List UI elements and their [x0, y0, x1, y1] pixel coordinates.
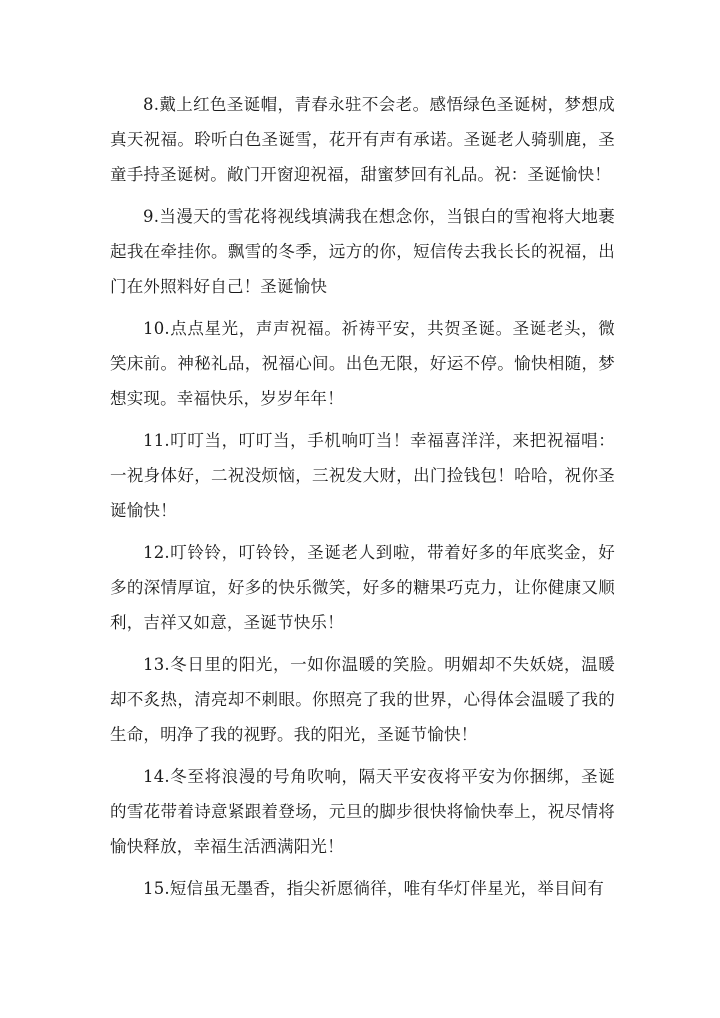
paragraph-10: 10.点点星光，声声祝福。祈祷平安，共贺圣诞。圣诞老头，微笑床前。神秘礼品，祝福心间。出色无限，好运不停。愉快相随，梦想实现。幸福快乐，岁岁年年！ [110, 319, 615, 408]
paragraph-15: 15.短信虽无墨香，指尖祈愿徜徉，唯有华灯伴星光，举目间有 [143, 879, 605, 898]
paragraph-8: 8.戴上红色圣诞帽，青春永驻不会老。感悟绿色圣诞树，梦想成真天祝福。聆听白色圣诞雪，花开有声有承诺。圣诞老人骑驯鹿，圣童手持圣诞树。敞门开窗迎祝福，甜蜜梦回有礼品。祝：圣诞愉快！ [110, 95, 615, 184]
paragraph-14: 14.冬至将浪漫的号角吹响，隔天平安夜将平安为你捆绑，圣诞的雪花带着诗意紧跟着登场，元旦的脚步很快将愉快奉上，祝尽情将愉快释放，幸福生活洒满阳光！ [110, 767, 615, 856]
paragraph-11: 11.叮叮当，叮叮当，手机响叮当！幸福喜洋洋，来把祝福唱：一祝身体好，二祝没烦恼，三祝发大财，出门捡钱包！哈哈，祝你圣诞愉快！ [110, 431, 615, 520]
document-body [110, 87, 615, 913]
paragraph-12: 12.叮铃铃，叮铃铃，圣诞老人到啦，带着好多的年底奖金，好多的深情厚谊，好多的快乐微笑，好多的糖果巧克力，让你健康又顺利，吉祥又如意，圣诞节快乐！ [110, 543, 615, 632]
paragraph-9: 9.当漫天的雪花将视线填满我在想念你，当银白的雪袍将大地裹起我在牵挂你。飘雪的冬季，远方的你，短信传去我长长的祝福，出门在外照料好自己！圣诞愉快 [110, 207, 615, 296]
paragraph-13: 13.冬日里的阳光，一如你温暖的笑脸。明媚却不失妖娆，温暖却不炙热，清亮却不刺眼。你照亮了我的世界，心得体会温暖了我的生命，明净了我的视野。我的阳光，圣诞节愉快！ [110, 655, 615, 744]
